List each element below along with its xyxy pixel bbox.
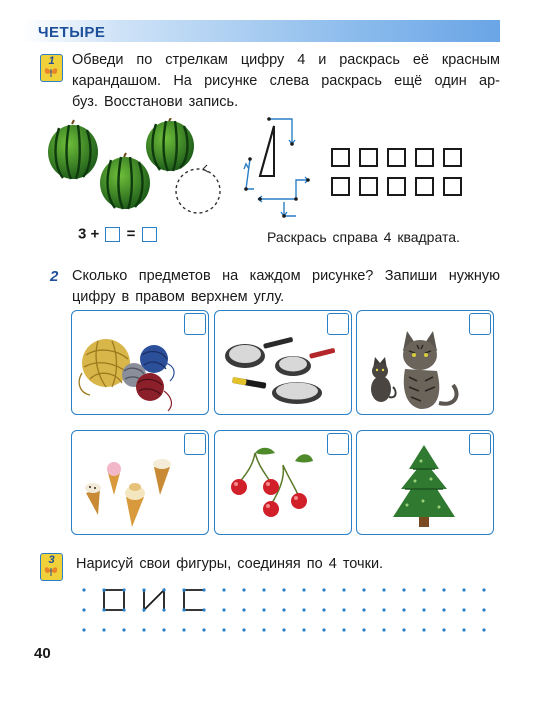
ice-cream (107, 462, 121, 495)
picture-frame-ice-creams (71, 430, 209, 535)
expression-equals: = (126, 225, 136, 243)
grid-dot[interactable] (262, 608, 265, 611)
grid-dot[interactable] (382, 628, 385, 631)
grid-dot[interactable] (242, 628, 245, 631)
grid-dot[interactable] (102, 628, 105, 631)
digit-four-tracing (236, 114, 316, 224)
picture-frame-cats (356, 310, 494, 415)
grid-dot[interactable] (162, 588, 165, 591)
grid-dot[interactable] (82, 628, 85, 631)
grid-dot[interactable] (482, 628, 485, 631)
grid-dot[interactable] (302, 628, 305, 631)
task-1-line: Обведи по стрелкам цифру 4 и раскрась её красным (72, 52, 500, 68)
color-square[interactable] (331, 148, 350, 167)
task-2-number: 2 (50, 268, 59, 285)
grid-dot[interactable] (342, 628, 345, 631)
answer-box[interactable] (327, 313, 349, 335)
task-1-caption: Раскрась справа 4 квадрата. (267, 229, 460, 245)
task-2-line: Сколько предметов на каждом рисунке? Запиши нужную (72, 268, 500, 284)
expression (78, 225, 159, 243)
grid-dot[interactable] (202, 628, 205, 631)
grid-dot[interactable] (442, 628, 445, 631)
grid-dot[interactable] (482, 608, 485, 611)
grid-dot[interactable] (142, 608, 145, 611)
grid-dot[interactable] (422, 608, 425, 611)
color-square[interactable] (331, 177, 350, 196)
grid-dot[interactable] (402, 628, 405, 631)
grid-dot[interactable] (222, 628, 225, 631)
expression-left: 3 (78, 225, 87, 243)
grid-dot[interactable] (202, 588, 205, 591)
color-square[interactable] (415, 148, 434, 167)
grid-dot[interactable] (242, 608, 245, 611)
grid-dot[interactable] (82, 608, 85, 611)
color-square[interactable] (387, 177, 406, 196)
grid-dot[interactable] (422, 588, 425, 591)
picture-frame-yarn (71, 310, 209, 415)
grid-dot[interactable] (322, 588, 325, 591)
answer-box[interactable] (327, 433, 349, 455)
grid-dot[interactable] (442, 588, 445, 591)
picture-frame-cherries (214, 430, 352, 535)
grid-dot[interactable] (322, 608, 325, 611)
dashed-watermelon-outline (176, 165, 220, 213)
grid-dot[interactable] (342, 588, 345, 591)
grid-dot[interactable] (142, 628, 145, 631)
color-square[interactable] (387, 148, 406, 167)
watermelon (100, 153, 150, 209)
example-figures (104, 590, 204, 610)
grid-dot[interactable] (382, 608, 385, 611)
grid-dot[interactable] (302, 588, 305, 591)
grid-dot[interactable] (122, 588, 125, 591)
grid-dot[interactable] (402, 608, 405, 611)
grid-dot[interactable] (102, 608, 105, 611)
grid-dot[interactable] (462, 608, 465, 611)
color-square[interactable] (359, 177, 378, 196)
butterfly-icon (44, 66, 58, 78)
answer-box[interactable] (184, 313, 206, 335)
answer-box[interactable] (105, 227, 120, 242)
grid-dot[interactable] (282, 628, 285, 631)
grid-dot[interactable] (302, 608, 305, 611)
task-1-badge (40, 54, 63, 82)
answer-box[interactable] (469, 433, 491, 455)
grid-dot[interactable] (322, 628, 325, 631)
grid-dot[interactable] (442, 608, 445, 611)
task-2-line: цифру в правом верхнем углу. (72, 289, 285, 305)
task-1-instruction (72, 50, 500, 113)
watermelon (48, 120, 98, 179)
color-square[interactable] (443, 177, 462, 196)
picture-frame-pans (214, 310, 352, 415)
task-3-line: Нарисуй свои фигуры, соединяя по 4 точки. (76, 556, 384, 572)
butterfly-icon (44, 565, 58, 577)
grid-dot[interactable] (362, 588, 365, 591)
grid-dot[interactable] (182, 608, 185, 611)
expression-plus: + (90, 225, 100, 243)
grid-dot[interactable] (222, 608, 225, 611)
grid-dot[interactable] (82, 588, 85, 591)
page-number: 40 (34, 645, 51, 662)
grid-dot[interactable] (262, 588, 265, 591)
grid-dot[interactable] (142, 588, 145, 591)
grid-dot[interactable] (242, 588, 245, 591)
task-1-line: карандашом. На рисунке слева раскрась ещё один ар- (72, 73, 500, 89)
grid-dot[interactable] (122, 608, 125, 611)
grid-dot[interactable] (362, 628, 365, 631)
grid-dot[interactable] (222, 588, 225, 591)
ice-cream (85, 483, 101, 515)
watermelon (146, 118, 194, 171)
task-3-badge (40, 553, 63, 581)
grid-dot[interactable] (182, 628, 185, 631)
grid-dot[interactable] (342, 608, 345, 611)
ice-cream (153, 459, 171, 495)
dot-grid[interactable] (80, 583, 500, 633)
picture-frame-tree (356, 430, 494, 535)
grid-dot[interactable] (262, 628, 265, 631)
chapter-title: ЧЕТЫРЕ (38, 24, 106, 41)
task-3-number: 3 (48, 554, 55, 566)
grid-dot[interactable] (362, 608, 365, 611)
grid-dot[interactable] (182, 588, 185, 591)
grid-dot[interactable] (122, 628, 125, 631)
grid-dot[interactable] (482, 588, 485, 591)
grid-dot[interactable] (162, 628, 165, 631)
grid-dot[interactable] (402, 588, 405, 591)
color-square[interactable] (415, 177, 434, 196)
grid-dot[interactable] (202, 608, 205, 611)
color-square[interactable] (359, 148, 378, 167)
grid-dot[interactable] (282, 608, 285, 611)
answer-box[interactable] (142, 227, 157, 242)
task-1-line: буз. Восстанови запись. (72, 94, 239, 110)
grid-dot[interactable] (422, 628, 425, 631)
grid-dot[interactable] (162, 608, 165, 611)
watermelons-illustration (45, 118, 225, 218)
grid-dot[interactable] (102, 588, 105, 591)
task-2-instruction (72, 266, 500, 308)
task-3-instruction (76, 554, 500, 575)
grid-dot[interactable] (282, 588, 285, 591)
dots (82, 588, 485, 631)
answer-box[interactable] (184, 433, 206, 455)
grid-dot[interactable] (382, 588, 385, 591)
ice-cream (125, 483, 145, 527)
grid-dot[interactable] (462, 588, 465, 591)
answer-box[interactable] (469, 313, 491, 335)
color-square[interactable] (443, 148, 462, 167)
task-1-number: 1 (48, 55, 55, 67)
grid-dot[interactable] (462, 628, 465, 631)
